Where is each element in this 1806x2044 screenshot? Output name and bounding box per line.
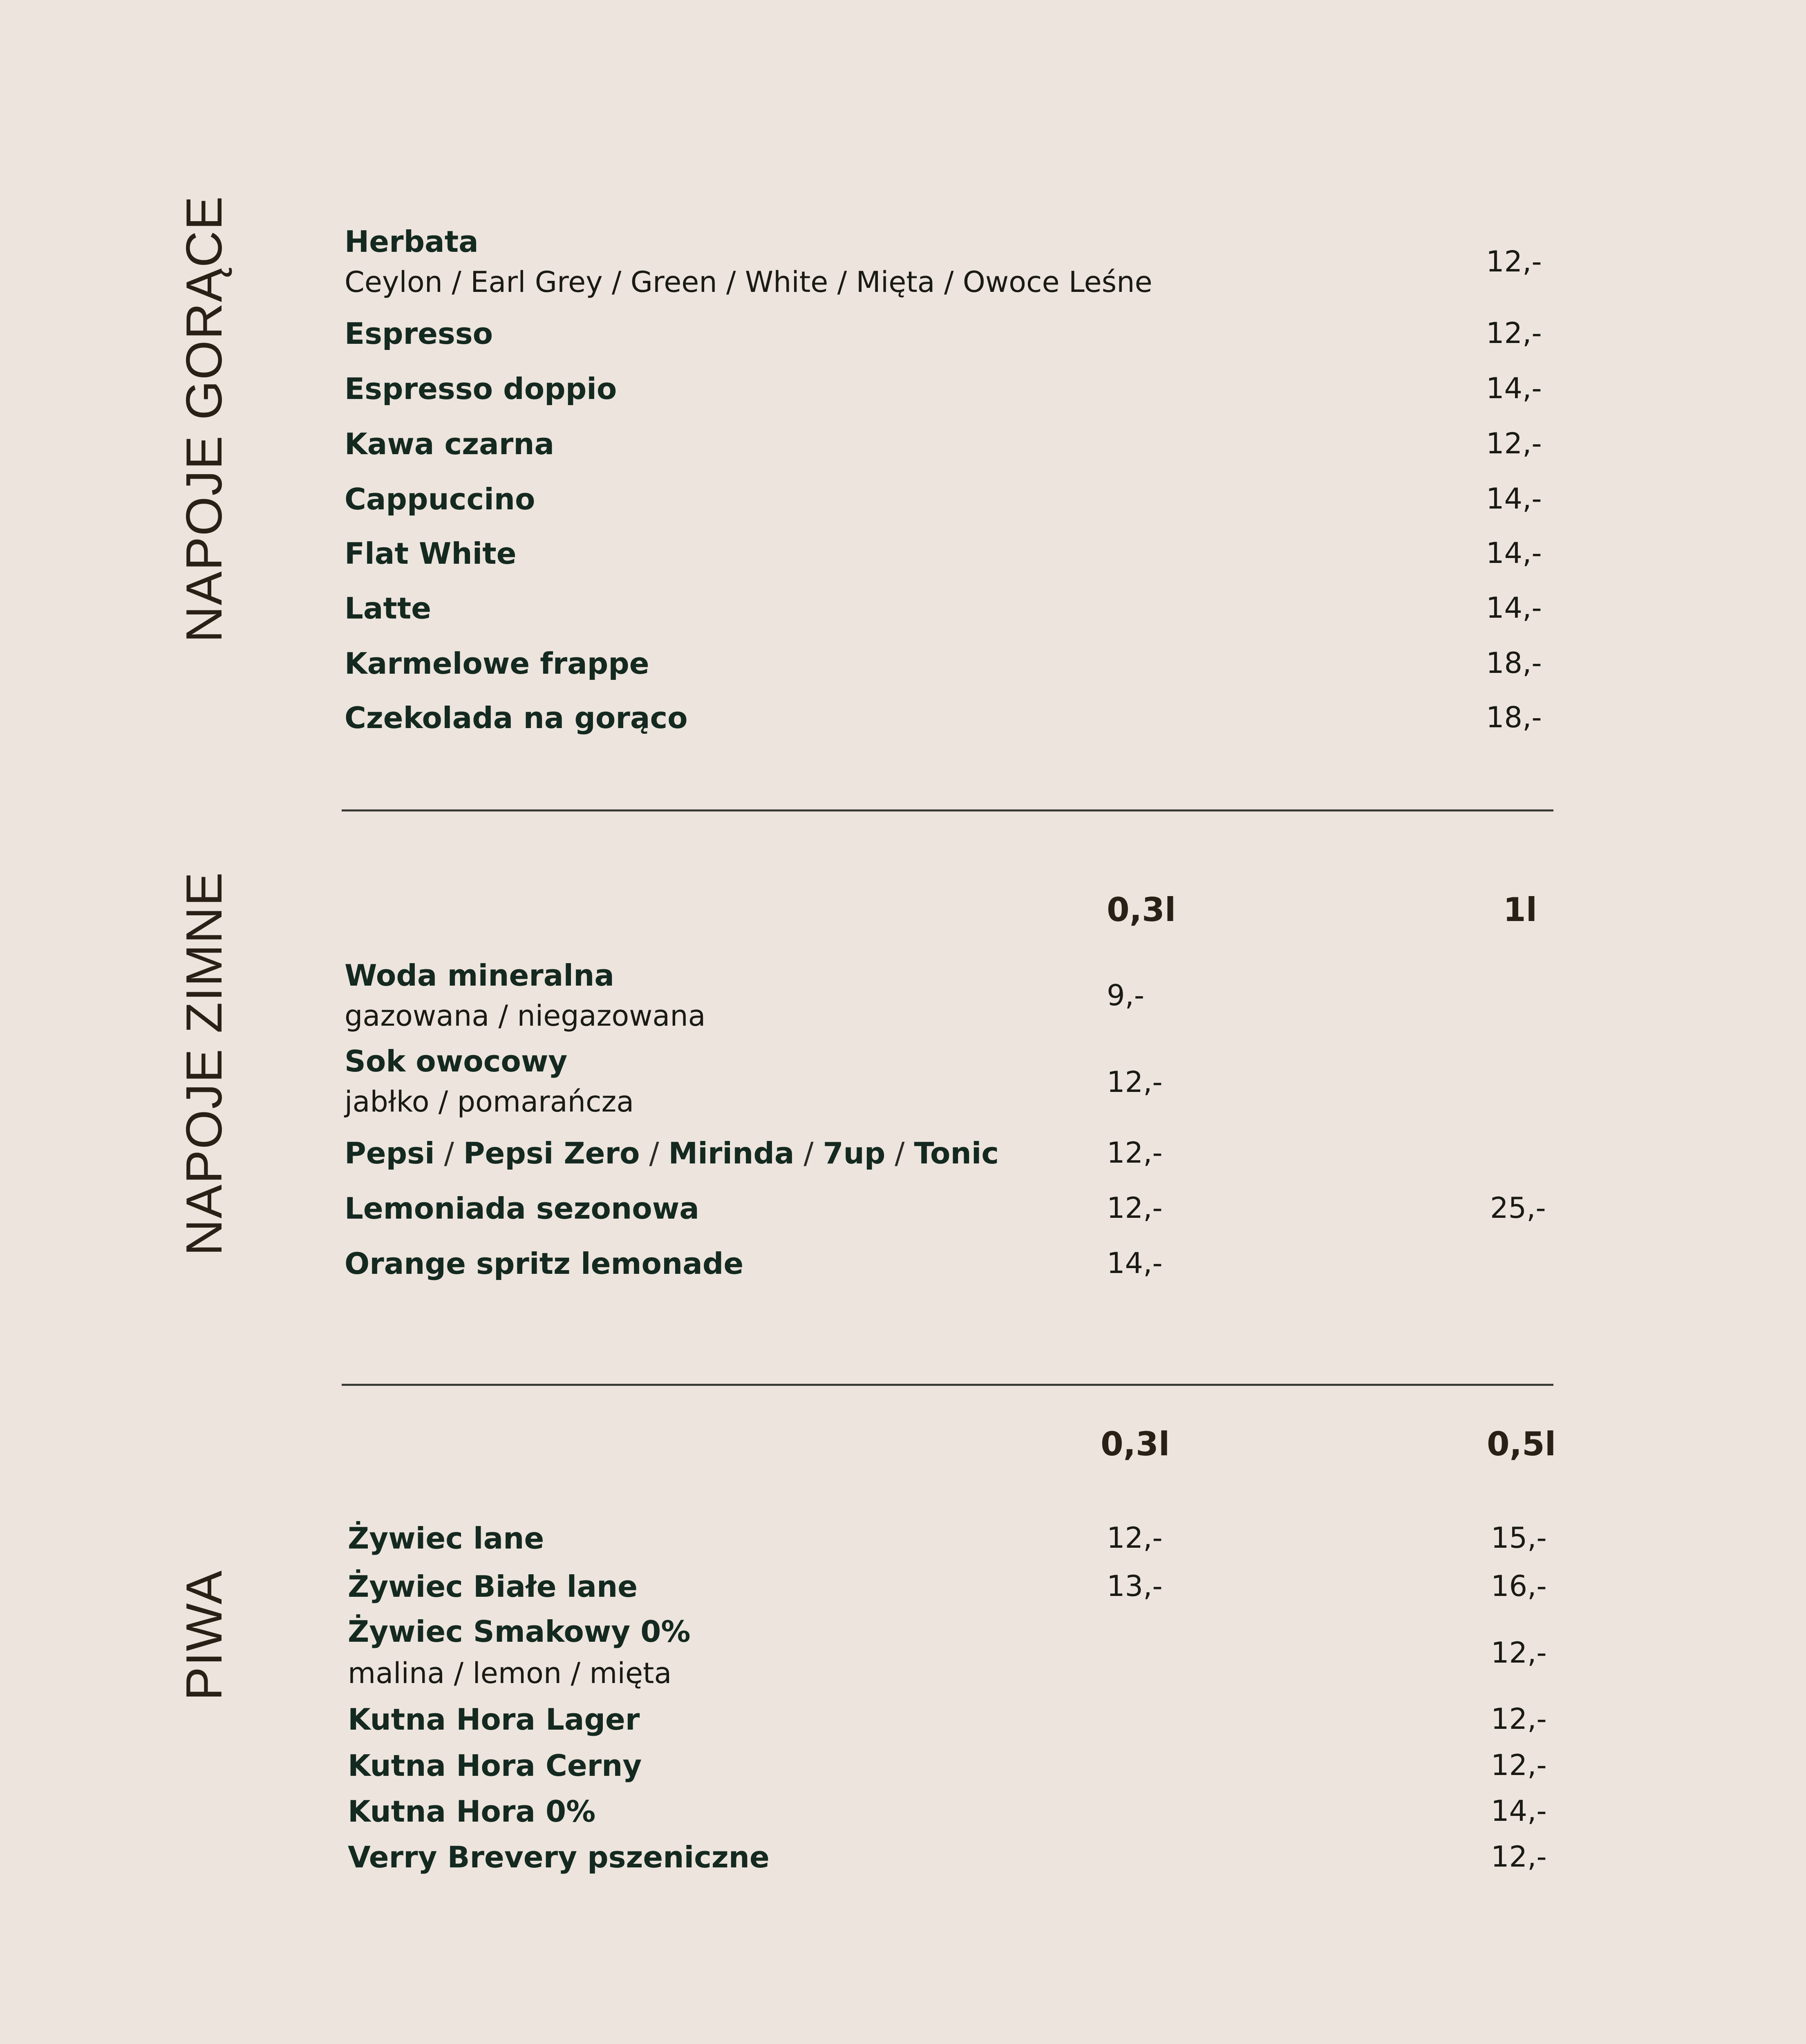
menu-item-description: malina / lemon / mięta	[348, 1656, 672, 1690]
soft-drink-name: 7up	[823, 1136, 886, 1170]
menu-item-name: Żywiec Smakowy 0%	[348, 1614, 691, 1649]
menu-item-name: Espresso	[345, 316, 493, 351]
section-title-beer: PIWA	[176, 1569, 233, 1701]
menu-item-name: Kutna Hora 0%	[348, 1794, 596, 1829]
separator: /	[895, 1136, 905, 1170]
column-header-small: 0,3l	[1101, 1425, 1170, 1463]
menu-item-name: Czekolada na gorąco	[345, 701, 688, 735]
menu-item-price-large: 12,-	[1491, 1840, 1547, 1874]
menu-item-name: Herbata	[345, 224, 479, 259]
menu-item-name: Żywiec lane	[348, 1521, 544, 1555]
section-divider	[342, 1384, 1553, 1386]
menu-item-price-large: 14,-	[1491, 1794, 1547, 1828]
menu-item-name: Żywiec Białe lane	[348, 1569, 638, 1604]
soft-drink-name: Mirinda	[668, 1136, 794, 1170]
column-header-small: 0,3l	[1107, 891, 1176, 929]
menu-item-price-small: 14,-	[1107, 1246, 1163, 1280]
menu-item-price: 14,-	[1486, 536, 1542, 570]
menu-item-price-large: 12,-	[1491, 1748, 1547, 1782]
section-divider	[342, 809, 1553, 811]
menu-item-price-small: 12,-	[1107, 1136, 1163, 1170]
menu-item-description: gazowana / niegazowana	[345, 999, 706, 1033]
soft-drink-name: Pepsi Zero	[463, 1136, 640, 1170]
menu-item-price: 18,-	[1486, 646, 1542, 680]
menu-item-price-large: 16,-	[1491, 1569, 1547, 1603]
menu-item-name: Orange spritz lemonade	[345, 1246, 744, 1281]
menu-item-name: Latte	[345, 591, 432, 625]
menu-item-name: Cappuccino	[345, 482, 535, 516]
menu-item-name: Woda mineralna	[345, 958, 614, 993]
menu-item-price-small: 9,-	[1107, 979, 1145, 1012]
menu-item-price: 12,-	[1486, 427, 1542, 460]
menu-item-price: 18,-	[1486, 701, 1542, 734]
section-title-cold: NAPOJE ZIMNE	[176, 871, 233, 1256]
column-header-large: 1l	[1503, 891, 1537, 929]
menu-item-name: Karmelowe frappe	[345, 646, 649, 681]
menu-item-price: 14,-	[1486, 372, 1542, 405]
menu-item-name: Kawa czarna	[345, 427, 555, 461]
menu-item-name: Flat White	[345, 536, 517, 571]
menu-item-price-large: 12,-	[1491, 1636, 1547, 1670]
soft-drink-name: Pepsi	[345, 1136, 435, 1170]
menu-item-price-large: 15,-	[1491, 1521, 1547, 1555]
separator: /	[444, 1136, 454, 1170]
menu-item-price-small: 13,-	[1107, 1569, 1163, 1603]
menu-item-description: Ceylon / Earl Grey / Green / White / Mięta / Owoce Leśne	[345, 265, 1153, 299]
menu-item-name: Lemoniada sezonowa	[345, 1191, 699, 1226]
menu-item-price-large: 25,-	[1490, 1191, 1546, 1225]
separator: /	[803, 1136, 814, 1170]
menu-item-description: jabłko / pomarańcza	[345, 1085, 634, 1118]
column-header-large: 0,5l	[1487, 1425, 1556, 1463]
menu-item-price-large: 12,-	[1491, 1702, 1547, 1736]
menu-item-price-small: 12,-	[1107, 1065, 1163, 1099]
menu-item-name: Kutna Hora Cerny	[348, 1748, 642, 1783]
menu-item-price-small: 12,-	[1107, 1191, 1163, 1225]
soft-drink-name: Tonic	[914, 1136, 999, 1170]
menu-item-name: Verry Brevery pszeniczne	[348, 1840, 770, 1874]
menu-item-price-small: 12,-	[1107, 1521, 1163, 1555]
separator: /	[649, 1136, 659, 1170]
menu-item-price: 14,-	[1486, 591, 1542, 625]
menu-item-soft-drinks	[345, 1136, 999, 1170]
menu-item-price: 14,-	[1486, 482, 1542, 515]
menu-item-price: 12,-	[1486, 316, 1542, 350]
menu-item-price: 12,-	[1486, 245, 1542, 278]
menu-item-name: Sok owocowy	[345, 1044, 568, 1078]
menu-item-name: Kutna Hora Lager	[348, 1702, 640, 1737]
section-title-hot: NAPOJE GORĄCE	[176, 195, 233, 643]
menu-item-name: Espresso doppio	[345, 372, 617, 406]
